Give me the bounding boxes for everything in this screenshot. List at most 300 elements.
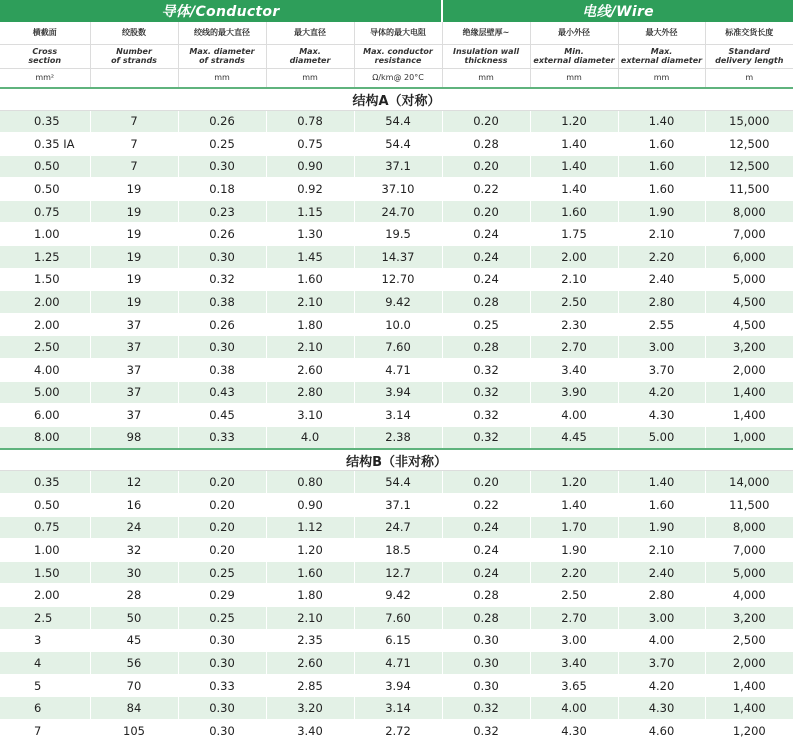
table-cell: 1.40 [618,110,705,133]
table-cell: 0.35 [0,471,90,494]
table-cell: 3.90 [530,381,618,404]
table-cell: 7,000 [705,223,793,246]
table-row [0,110,793,133]
table-cell: 2.00 [0,291,90,314]
table-cell: 19.5 [354,223,442,246]
table-cell: 1.50 [0,268,90,291]
table-cell: 0.35 [0,110,90,133]
table-cell: 4.00 [530,697,618,720]
table-cell: 0.38 [178,359,266,382]
table-cell: 2.5 [0,606,90,629]
table-cell: 1.90 [618,516,705,539]
table-cell: 19 [90,223,178,246]
table-cell: 8,000 [705,516,793,539]
table-cell: 0.90 [266,155,354,178]
table-cell: 0.32 [442,719,530,742]
table-row [0,268,793,291]
table-cell: 0.32 [178,268,266,291]
table-cell: 1.60 [530,200,618,223]
table-cell: 0.50 [0,155,90,178]
col-unit: mm [618,68,705,88]
table-cell: 7.60 [354,336,442,359]
table-cell: 4.20 [618,674,705,697]
table-cell: 3.00 [618,606,705,629]
table-cell: 98 [90,426,178,449]
col-header-en: Max. external diameter [618,44,705,68]
table-cell: 3.40 [530,359,618,382]
table-cell: 37 [90,313,178,336]
table-cell: 0.45 [178,404,266,427]
table-cell: 0.78 [266,110,354,133]
col-unit [90,68,178,88]
header-row-chinese [0,22,793,44]
table-cell: 2.10 [618,223,705,246]
table-cell: 1.40 [618,471,705,494]
table-cell: 0.75 [0,200,90,223]
table-cell: 9.42 [354,584,442,607]
table-cell: 4,500 [705,313,793,336]
col-unit: mm [442,68,530,88]
table-cell: 0.24 [442,223,530,246]
col-unit: mm² [0,68,90,88]
table-row [0,200,793,223]
table-cell: 3.70 [618,359,705,382]
table-cell: 14,000 [705,471,793,494]
col-header-zh: 最小外径 [530,22,618,44]
col-header-en: Max. diameter [266,44,354,68]
table-cell: 0.43 [178,381,266,404]
table-cell: 1.60 [618,494,705,517]
table-cell: 11,500 [705,494,793,517]
table-cell: 2,500 [705,629,793,652]
table-row [0,516,793,539]
table-cell: 2.60 [266,359,354,382]
table-cell: 1.60 [618,178,705,201]
table-cell: 15,000 [705,110,793,133]
table-cell: 2.72 [354,719,442,742]
table-body [0,88,793,742]
table-cell: 0.25 [442,313,530,336]
table-cell: 1,400 [705,697,793,720]
table-row [0,359,793,382]
table-cell: 0.28 [442,336,530,359]
table-cell: 2.20 [530,561,618,584]
table-row [0,313,793,336]
table-cell: 2,000 [705,652,793,675]
table-cell: 0.90 [266,494,354,517]
table-cell: 0.18 [178,178,266,201]
table-cell: 0.22 [442,178,530,201]
table-cell: 1.30 [266,223,354,246]
col-unit: mm [530,68,618,88]
table-cell: 7 [90,155,178,178]
table-cell: 6 [0,697,90,720]
table-cell: 0.26 [178,110,266,133]
table-cell: 1.60 [266,268,354,291]
table-cell: 0.30 [178,155,266,178]
table-cell: 2.50 [530,291,618,314]
table-header [0,0,793,88]
table-cell: 84 [90,697,178,720]
table-cell: 0.23 [178,200,266,223]
table-row [0,606,793,629]
table-cell: 24 [90,516,178,539]
table-cell: 4.30 [618,697,705,720]
table-cell: 54.4 [354,133,442,156]
table-cell: 0.25 [178,606,266,629]
table-cell: 0.24 [442,539,530,562]
table-cell: 3.20 [266,697,354,720]
table-cell: 1.20 [266,539,354,562]
table-cell: 28 [90,584,178,607]
table-cell: 1.80 [266,584,354,607]
table-cell: 2,000 [705,359,793,382]
col-unit: mm [178,68,266,88]
table-cell: 1.90 [618,200,705,223]
col-header-zh: 导体的最大电阻 [354,22,442,44]
section-title: 结构B（非对称） [0,449,793,471]
table-cell: 3,200 [705,606,793,629]
table-cell: 1,000 [705,426,793,449]
table-cell: 0.25 [178,133,266,156]
table-cell: 1.80 [266,313,354,336]
table-row [0,697,793,720]
table-cell: 19 [90,246,178,269]
table-cell: 1.25 [0,246,90,269]
table-cell: 4 [0,652,90,675]
table-cell: 7.60 [354,606,442,629]
table-cell: 54.4 [354,471,442,494]
table-cell: 0.20 [178,471,266,494]
table-cell: 4.60 [618,719,705,742]
table-cell: 18.5 [354,539,442,562]
table-row [0,426,793,449]
col-header-en: Min. external diameter [530,44,618,68]
col-unit: Ω/km@ 20°C [354,68,442,88]
table-cell: 0.50 [0,178,90,201]
table-cell: 4,000 [705,584,793,607]
table-cell: 1.75 [530,223,618,246]
table-cell: 0.24 [442,561,530,584]
table-cell: 2.50 [0,336,90,359]
table-cell: 2.40 [618,561,705,584]
col-header-zh: 横截面 [0,22,90,44]
table-cell: 11,500 [705,178,793,201]
section-title-row [0,449,793,471]
table-cell: 4.20 [618,381,705,404]
table-cell: 0.26 [178,313,266,336]
table-cell: 0.32 [442,381,530,404]
table-cell: 2.10 [530,268,618,291]
table-cell: 0.75 [0,516,90,539]
table-cell: 14.37 [354,246,442,269]
col-header-en: Cross section [0,44,90,68]
table-cell: 37 [90,359,178,382]
table-cell: 1.60 [618,133,705,156]
table-row [0,178,793,201]
table-cell: 0.32 [442,359,530,382]
table-cell: 12 [90,471,178,494]
table-cell: 19 [90,268,178,291]
table-cell: 8.00 [0,426,90,449]
table-cell: 6.15 [354,629,442,652]
table-cell: 50 [90,606,178,629]
table-cell: 1.15 [266,200,354,223]
table-cell: 1.60 [266,561,354,584]
table-cell: 0.20 [442,471,530,494]
table-cell: 0.25 [178,561,266,584]
col-header-en: Number of strands [90,44,178,68]
table-cell: 2.80 [266,381,354,404]
table-cell: 6,000 [705,246,793,269]
col-header-zh: 绞线的最大直径 [178,22,266,44]
table-cell: 37.1 [354,155,442,178]
table-row [0,246,793,269]
table-cell: 9.42 [354,291,442,314]
table-cell: 0.33 [178,674,266,697]
table-row [0,223,793,246]
table-cell: 0.28 [442,606,530,629]
table-row [0,404,793,427]
table-cell: 0.30 [442,674,530,697]
table-cell: 3.00 [530,629,618,652]
table-cell: 0.38 [178,291,266,314]
table-cell: 7 [0,719,90,742]
col-header-zh: 标准交货长度 [705,22,793,44]
table-cell: 3,200 [705,336,793,359]
col-unit: mm [266,68,354,88]
table-cell: 12,500 [705,155,793,178]
table-cell: 0.20 [178,516,266,539]
table-cell: 0.20 [178,494,266,517]
table-cell: 2.80 [618,584,705,607]
table-cell: 2.38 [354,426,442,449]
table-cell: 56 [90,652,178,675]
table-cell: 1,400 [705,404,793,427]
table-cell: 0.30 [442,629,530,652]
table-cell: 2.10 [618,539,705,562]
table-cell: 0.30 [178,652,266,675]
table-cell: 4.71 [354,359,442,382]
wire-group-title: 电线/Wire [442,0,793,22]
table-cell: 3.70 [618,652,705,675]
table-row [0,133,793,156]
col-unit: m [705,68,793,88]
table-cell: 2.20 [618,246,705,269]
table-cell: 2.70 [530,336,618,359]
table-cell: 32 [90,539,178,562]
col-header-en: Max. conductor resistance [354,44,442,68]
table-cell: 1.70 [530,516,618,539]
table-cell: 0.22 [442,494,530,517]
table-cell: 7 [90,110,178,133]
table-cell: 0.80 [266,471,354,494]
table-cell: 54.4 [354,110,442,133]
table-cell: 0.30 [178,719,266,742]
table-row [0,291,793,314]
table-cell: 2.10 [266,291,354,314]
table-cell: 0.75 [266,133,354,156]
table-cell: 0.20 [442,155,530,178]
table-cell: 0.32 [442,697,530,720]
table-cell: 2.60 [266,652,354,675]
table-cell: 8,000 [705,200,793,223]
table-cell: 3.14 [354,697,442,720]
col-header-zh: 最大直径 [266,22,354,44]
table-cell: 1.00 [0,539,90,562]
table-cell: 0.24 [442,246,530,269]
table-cell: 4.30 [618,404,705,427]
table-cell: 2.80 [618,291,705,314]
table-cell: 4,500 [705,291,793,314]
table-cell: 1,400 [705,381,793,404]
table-cell: 4.45 [530,426,618,449]
conductor-group-title: 导体/Conductor [0,0,442,22]
table-cell: 5.00 [618,426,705,449]
section-title: 结构A（对称） [0,88,793,110]
col-header-en: Insulation wall thickness [442,44,530,68]
section-title-row [0,88,793,110]
table-row [0,674,793,697]
table-cell: 2.50 [530,584,618,607]
header-row-english [0,44,793,68]
table-row [0,155,793,178]
table-cell: 1.50 [0,561,90,584]
table-cell: 0.30 [178,336,266,359]
table-cell: 5.00 [0,381,90,404]
header-row-units [0,68,793,88]
col-header-en: Max. diameter of strands [178,44,266,68]
table-cell: 0.26 [178,223,266,246]
table-cell: 37 [90,336,178,359]
table-cell: 4.00 [0,359,90,382]
table-cell: 12.70 [354,268,442,291]
table-cell: 2.10 [266,606,354,629]
table-cell: 6.00 [0,404,90,427]
table-row [0,629,793,652]
table-row [0,471,793,494]
table-row [0,381,793,404]
table-cell: 0.28 [442,584,530,607]
table-cell: 45 [90,629,178,652]
table-cell: 0.24 [442,268,530,291]
table-cell: 2.55 [618,313,705,336]
table-cell: 2.85 [266,674,354,697]
table-cell: 0.50 [0,494,90,517]
table-cell: 24.7 [354,516,442,539]
table-cell: 3.40 [266,719,354,742]
table-cell: 1.40 [530,494,618,517]
table-cell: 1.12 [266,516,354,539]
table-cell: 19 [90,178,178,201]
table-cell: 37.10 [354,178,442,201]
table-row [0,719,793,742]
table-cell: 0.32 [442,426,530,449]
table-cell: 2.40 [618,268,705,291]
col-header-zh: 绝缘层壁厚~ [442,22,530,44]
table-cell: 0.20 [442,110,530,133]
table-cell: 2.00 [530,246,618,269]
table-cell: 30 [90,561,178,584]
table-cell: 0.32 [442,404,530,427]
table-cell: 1.20 [530,471,618,494]
table-cell: 2.00 [0,584,90,607]
table-cell: 4.0 [266,426,354,449]
table-cell: 3.94 [354,674,442,697]
table-cell: 5,000 [705,268,793,291]
table-cell: 0.30 [178,246,266,269]
table-row [0,494,793,517]
table-cell: 1.40 [530,178,618,201]
table-cell: 0.33 [178,426,266,449]
table-cell: 2.10 [266,336,354,359]
table-cell: 7 [90,133,178,156]
table-cell: 10.0 [354,313,442,336]
col-header-en: Standard delivery length [705,44,793,68]
table-cell: 0.24 [442,516,530,539]
table-cell: 3.65 [530,674,618,697]
table-cell: 4.71 [354,652,442,675]
table-cell: 7,000 [705,539,793,562]
table-cell: 37.1 [354,494,442,517]
table-cell: 0.20 [178,539,266,562]
table-row [0,561,793,584]
table-cell: 0.29 [178,584,266,607]
table-cell: 37 [90,381,178,404]
table-cell: 5 [0,674,90,697]
table-cell: 3.40 [530,652,618,675]
table-row [0,539,793,562]
table-cell: 1.20 [530,110,618,133]
table-cell: 19 [90,291,178,314]
table-cell: 0.30 [178,629,266,652]
table-cell: 19 [90,200,178,223]
table-cell: 37 [90,404,178,427]
table-cell: 4.00 [530,404,618,427]
table-cell: 1,200 [705,719,793,742]
table-cell: 0.30 [178,697,266,720]
table-cell: 1.40 [530,155,618,178]
table-cell: 0.20 [442,200,530,223]
table-cell: 0.92 [266,178,354,201]
table-cell: 2.35 [266,629,354,652]
table-cell: 1.45 [266,246,354,269]
table-cell: 1.40 [530,133,618,156]
table-cell: 70 [90,674,178,697]
table-cell: 2.00 [0,313,90,336]
table-cell: 3.94 [354,381,442,404]
table-cell: 12.7 [354,561,442,584]
table-cell: 3.00 [618,336,705,359]
table-cell: 1.00 [0,223,90,246]
table-cell: 0.28 [442,133,530,156]
table-cell: 0.28 [442,291,530,314]
table-cell: 1,400 [705,674,793,697]
table-cell: 3.10 [266,404,354,427]
table-row [0,652,793,675]
table-cell: 0.35 IA [0,133,90,156]
table-row [0,336,793,359]
table-cell: 3 [0,629,90,652]
table-cell: 12,500 [705,133,793,156]
table-cell: 3.14 [354,404,442,427]
table-cell: 4.30 [530,719,618,742]
table-cell: 4.00 [618,629,705,652]
table-cell: 0.30 [442,652,530,675]
table-cell: 24.70 [354,200,442,223]
table-cell: 2.30 [530,313,618,336]
table-cell: 1.60 [618,155,705,178]
